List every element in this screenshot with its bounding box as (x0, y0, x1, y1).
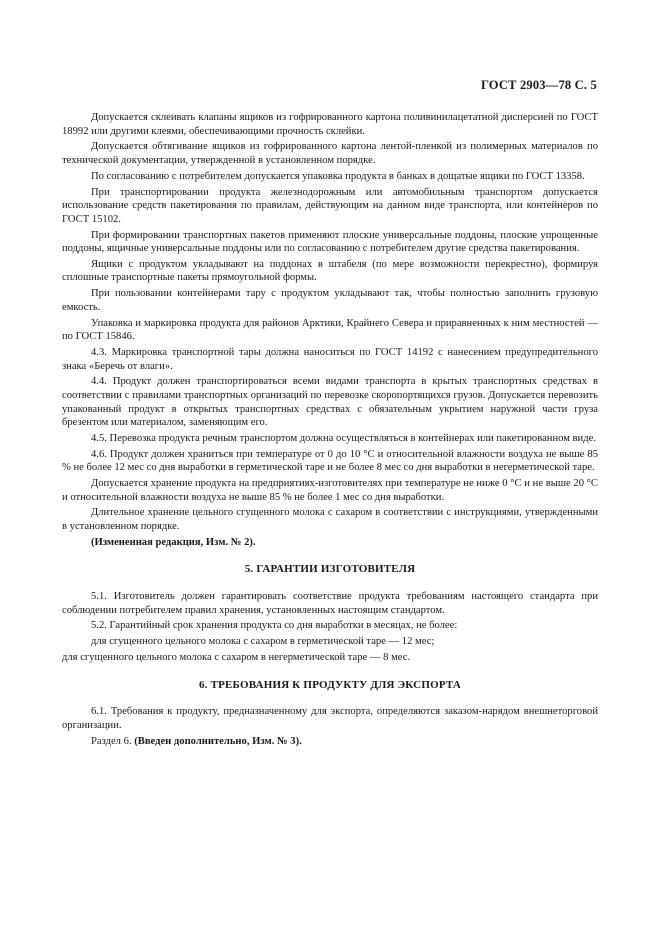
section-5-title: 5. ГАРАНТИИ ИЗГОТОВИТЕЛЯ (244, 563, 416, 576)
document-body (62, 111, 598, 750)
paragraph: 4.6. Продукт должен храниться при температуре от 0 до 10 °С и относительной влажности воздуха не выше 85 % не более 12 мес со дня выработки в герметической таре и не более 8 мес со дня выработки в негерметической таре. (62, 448, 598, 474)
note-prefix: Раздел 6. (91, 735, 135, 747)
paragraph: При формировании транспортных пакетов применяют плоские универсальные поддоны, плоские упрощенные поддоны, ящичные универсальные поддоны или по согласованию с потребителем другие средства пакетирования. (62, 229, 598, 255)
paragraph: По согласованию с потребителем допускается упаковка продукта в банках в дощатые ящики по ГОСТ 13358. (91, 170, 585, 182)
paragraph: 5.1. Изготовитель должен гарантировать соответствие продукта требованиям настоящего стандарта при соблюдении потребителем правил хранения, установленных настоящим стандартом. (62, 591, 598, 616)
paragraph: Допускается склеивать клапаны ящиков из гофрированного картона поливинилацетатной дисперсией по ГОСТ 18992 или другими клеями, обеспечивающими прочность склейки. (62, 112, 598, 137)
list-item: для сгущенного цельного молока с сахаром в герметической таре — 12 мес; (91, 636, 435, 648)
paragraph: Допускается обтягивание ящиков из гофрированного картона лентой-пленкой из полимерных материалов по технической документации, утвержденной в установленном порядке. (62, 141, 598, 166)
list-item: для сгущенного цельного молока с сахаром в негерметической таре — 8 мес. (62, 651, 411, 663)
paragraph: 6.1. Требования к продукту, предназначенному для экспорта, определяются заказом-нарядом внешнеторговой организации. (62, 706, 598, 731)
paragraph: При пользовании контейнерами тару с продуктом укладывают так, чтобы полностью заполнить грузовую емкость. (62, 288, 598, 313)
paragraph: 4.5. Перевозка продукта речным транспортом должна осуществляться в контейнерах или пакетированном виде. (91, 432, 596, 444)
paragraph: 4.3. Маркировка транспортной тары должна наноситься по ГОСТ 14192 с нанесением предупредительного знака «Беречь от влаги». (62, 347, 598, 372)
paragraph: 4.4. Продукт должен транспортироваться всеми видами транспорта в крытых транспортных средствах в соответствии с правилами транспортных организаций по перевозке скоропортящихся грузов. Допускается перевозить упакованный продукт в открытых транспортных средствах с обязательным укрытием наружной части груза брезентом или материалом, заменяющим его. (62, 376, 598, 429)
paragraph: Ящики с продуктом укладывают на поддонах в штабеля (по мере возможности перекрестно), формируя сплошные транспортные пакеты прямоугольной формы. (62, 258, 598, 284)
section-6-title: 6. ТРЕБОВАНИЯ К ПРОДУКТУ ДЛЯ ЭКСПОРТА (198, 678, 462, 691)
paragraph: Длительное хранение цельного сгущенного молока с сахаром в соответствии с инструкциями, утвержденными в установленном порядке. (62, 507, 598, 533)
paragraph: Упаковка и маркировка продукта для районов Арктики, Крайнего Севера и приравненных к ним местностей — по ГОСТ 15846. (62, 317, 598, 343)
paragraph: Допускается хранение продукта на предприятиях-изготовителях при температуре не ниже 0 °С и не выше 20 °С и относительной влажности воздуха не выше 85 % не более 1 мес со дня выработки. (62, 478, 598, 503)
paragraph: 5.2. Гарантийный срок хранения продукта со дня выработки в месяцах, не более: (91, 620, 458, 632)
amendment-note: (Измененная редакция, Изм. № 2). (91, 536, 256, 548)
section-6-note (62, 735, 598, 749)
page-header: ГОСТ 2903—78 С. 5 (480, 78, 597, 92)
paragraph: При транспортировании продукта железнодорожным или автомобильным транспортом допускается использование средств пакетирования по правилам, действующим на данном виде транспорта, или контейнеров по ГОСТ 15102. (62, 186, 598, 225)
note-bold: (Введен дополнительно, Изм. № 3). (134, 735, 302, 747)
